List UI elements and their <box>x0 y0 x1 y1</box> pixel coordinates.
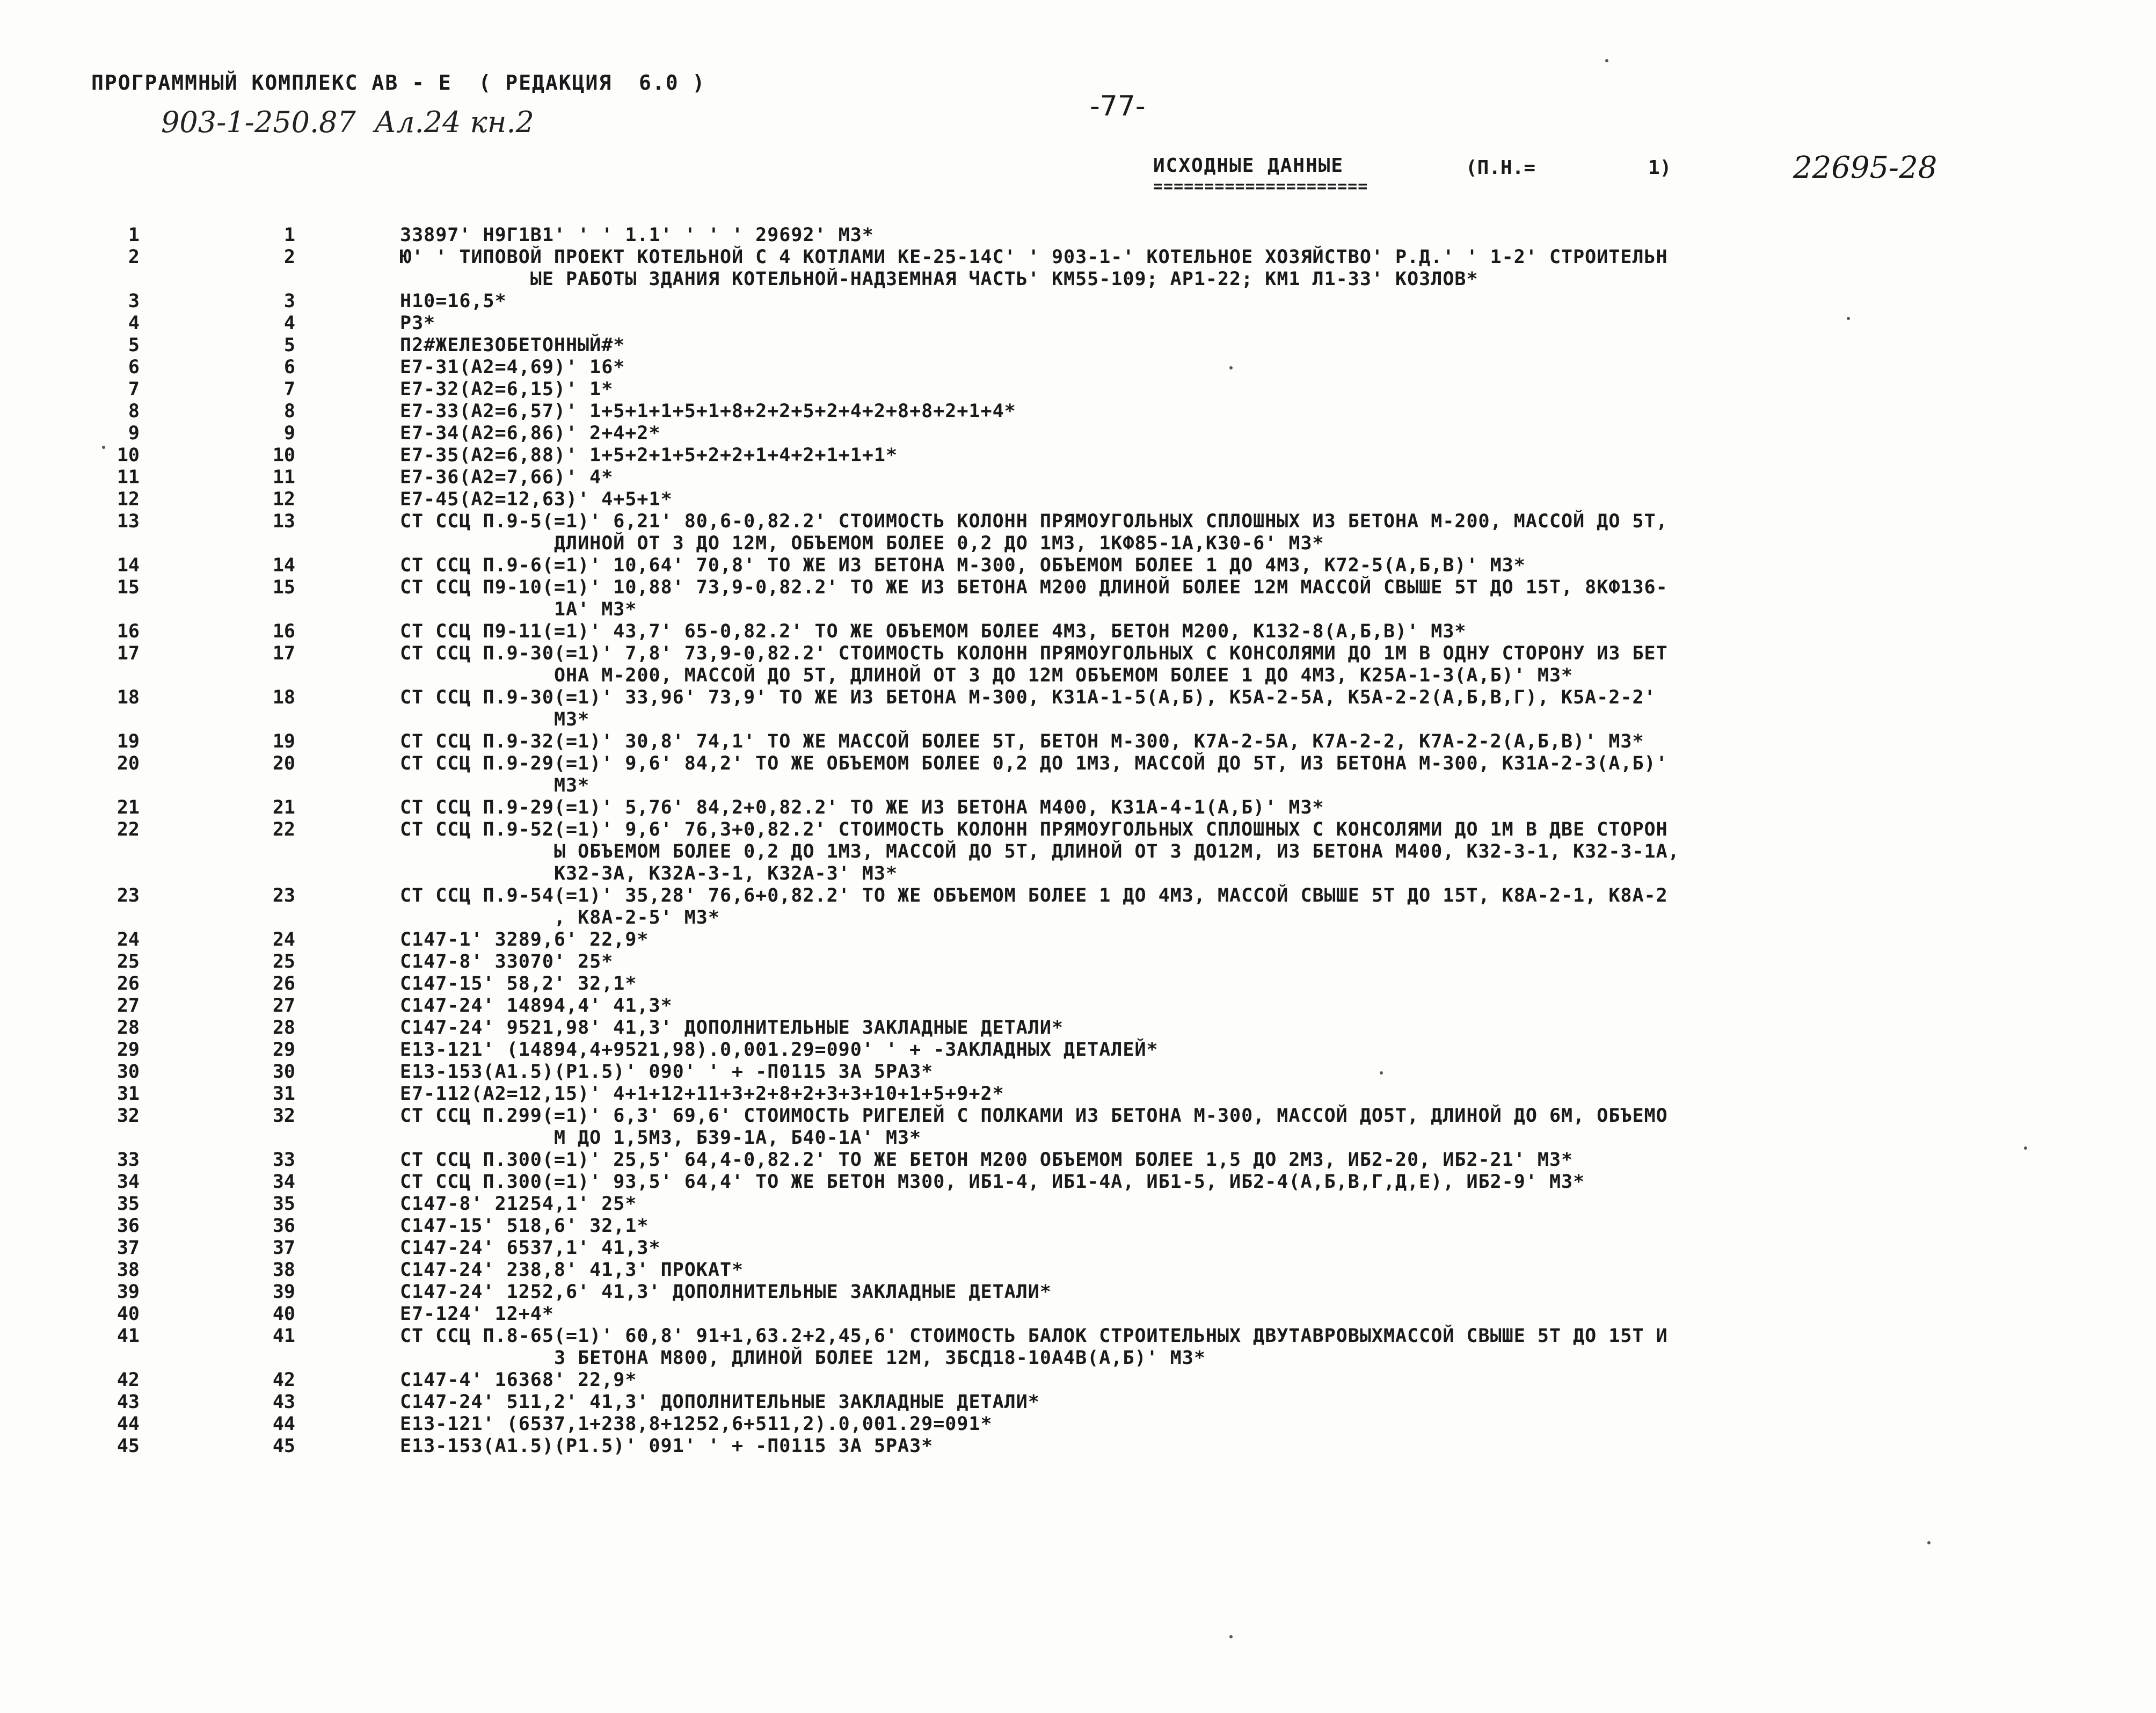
record-number: 43 <box>272 1391 295 1413</box>
listing-row <box>0 1083 2156 1105</box>
listing-row <box>0 335 2156 357</box>
listing-row <box>0 1435 2156 1457</box>
listing-row <box>0 467 2156 489</box>
record-number: 32 <box>272 1105 295 1127</box>
line-number: 43 <box>116 1391 140 1413</box>
record-text: С147-8' 21254,1' 25* <box>400 1193 637 1215</box>
record-number: 18 <box>272 687 295 708</box>
record-number: 31 <box>272 1083 295 1105</box>
line-number: 27 <box>116 995 140 1017</box>
line-number: 5 <box>128 335 140 356</box>
record-text: Е7-32(А2=6,15)' 1* <box>400 379 614 400</box>
record-text: Н10=16,5* <box>400 291 507 312</box>
record-text: 33897' Н9Г1В1' ' ' 1.1' ' ' ' 29692' М3* <box>400 224 874 246</box>
record-text: Е13-121' (6537,1+238,8+1252,6+511,2).0,001.29=091* <box>400 1413 993 1435</box>
line-number: 3 <box>128 291 140 312</box>
listing-row <box>0 1061 2156 1083</box>
listing-row <box>0 246 2156 291</box>
record-number: 17 <box>272 643 295 664</box>
line-number: 18 <box>116 687 140 708</box>
record-text: СТ ССЦ П.9-6(=1)' 10,64' 70,8' ТО ЖЕ ИЗ БЕТОНА М-300, ОБЪЕМОМ БОЛЕЕ 1 ДО 4М3, К72-5(А,Б,В)' М3* <box>400 555 1526 576</box>
record-number: 24 <box>272 929 295 950</box>
listing-row <box>0 511 2156 555</box>
record-text: Е7-124' 12+4* <box>400 1303 554 1325</box>
record-text: Е7-34(А2=6,86)' 2+4+2* <box>400 423 661 444</box>
record-number: 1 <box>283 224 295 246</box>
listing-row <box>0 885 2156 929</box>
record-text: С147-1' 3289,6' 22,9* <box>400 929 649 950</box>
record-text: Е7-45(А2=12,63)' 4+5+1* <box>400 489 673 510</box>
line-number: 39 <box>116 1281 140 1303</box>
record-number: 44 <box>272 1413 295 1435</box>
record-number: 13 <box>272 511 295 532</box>
scan-speck <box>1229 1635 1233 1638</box>
record-text: СТ ССЦ П.300(=1)' 93,5' 64,4' ТО ЖЕ БЕТОН М300, ИБ1-4, ИБ1-4А, ИБ1-5, ИБ2-4(А,Б,В,Г,Д,Е), ИБ2-9' М3* <box>400 1171 1585 1193</box>
record-number: 26 <box>272 973 295 995</box>
record-text: СТ ССЦ П9-11(=1)' 43,7' 65-0,82.2' ТО ЖЕ ОБЪЕМОМ БОЛЕЕ 4М3, БЕТОН М200, К132-8(А,Б,В)' М3* <box>400 621 1467 642</box>
listing-row <box>0 1391 2156 1413</box>
listing-row <box>0 1325 2156 1369</box>
listing-row <box>0 224 2156 246</box>
line-number: 19 <box>116 731 140 752</box>
record-number: 7 <box>283 379 295 400</box>
line-number: 33 <box>116 1149 140 1171</box>
record-number: 35 <box>272 1193 295 1215</box>
line-number: 4 <box>128 313 140 334</box>
record-text: СТ ССЦ П.299(=1)' 6,3' 69,6' СТОИМОСТЬ РИГЕЛЕЙ С ПОЛКАМИ ИЗ БЕТОНА М-300, МАССОЙ ДО5Т, ДЛИНОЙ ДО 6М, ОБЪЕМО М ДО 1,5М3, Б39-1А, Б40-1А' М3* <box>400 1105 1668 1149</box>
program-header: ПРОГРАММНЫЙ КОМПЛЕКС АВ - Е ( РЕДАКЦИЯ 6.0 ) <box>91 71 706 95</box>
record-text: Е7-33(А2=6,57)' 1+5+1+1+5+1+8+2+2+5+2+4+2+8+8+2+1+4* <box>400 401 1016 422</box>
listing-row <box>0 1193 2156 1215</box>
handwritten-project-note: 903-1-250.87 Ал.24 кн.2 <box>161 105 534 139</box>
line-number: 42 <box>116 1369 140 1391</box>
record-text: П2#ЖЕЛЕЗОБЕТОННЫЙ#* <box>400 335 625 356</box>
record-number: 41 <box>272 1325 295 1347</box>
line-number: 17 <box>116 643 140 664</box>
scan-speck <box>102 446 105 449</box>
record-number: 29 <box>272 1039 295 1061</box>
record-number: 19 <box>272 731 295 752</box>
record-number: 14 <box>272 555 295 576</box>
record-text: С147-8' 33070' 25* <box>400 951 614 972</box>
listing-row <box>0 1237 2156 1259</box>
line-number: 10 <box>116 445 140 466</box>
record-text: СТ ССЦ П.9-54(=1)' 35,28' 76,6+0,82.2' ТО ЖЕ ОБЪЕМОМ БОЛЕЕ 1 ДО 4М3, МАССОЙ СВЫШЕ 5Т ДО 15Т, К8А-2-1, К8А-2 , К8А-2-5' М3* <box>400 885 1668 928</box>
line-number: 36 <box>116 1215 140 1237</box>
record-text: Е13-121' (14894,4+9521,98).0,001.29=090' ' + -ЗАКЛАДНЫХ ДЕТАЛЕЙ* <box>400 1039 1159 1061</box>
listing-row <box>0 401 2156 423</box>
line-number: 6 <box>128 357 140 378</box>
line-number: 23 <box>116 885 140 906</box>
listing-row <box>0 445 2156 467</box>
record-text: СТ ССЦ П.9-52(=1)' 9,6' 76,3+0,82.2' СТОИМОСТЬ КОЛОНН ПРЯМОУГОЛЬНЫХ СПЛОШНЫХ С КОНСОЛЯМИ ДО 1М В ДВЕ СТОРОН Ы ОБЪЕМОМ БОЛЕЕ 0,2 ДО 1М3, МАССОЙ ДО 5Т, ДЛИНОЙ ОТ 3 ДО12М, ИЗ БЕТОНА М400, К32-3-1, К32-3-1А, К32-3А, К32А-3-1, К32А-3' М3* <box>400 819 1680 884</box>
line-number: 45 <box>116 1435 140 1457</box>
listing-row <box>0 1281 2156 1303</box>
line-number: 2 <box>128 246 140 268</box>
record-number: 9 <box>283 423 295 444</box>
record-text: СТ ССЦ П.9-29(=1)' 9,6' 84,2' ТО ЖЕ ОБЪЕМОМ БОЛЕЕ 0,2 ДО 1М3, МАССОЙ ДО 5Т, ИЗ БЕТОНА М-300, К31А-2-3(А,Б)' М3* <box>400 753 1668 796</box>
record-text: Е7-31(А2=4,69)' 16* <box>400 357 625 378</box>
line-number: 40 <box>116 1303 140 1325</box>
line-number: 31 <box>116 1083 140 1105</box>
line-number: 37 <box>116 1237 140 1259</box>
record-text: С147-24' 511,2' 41,3' ДОПОЛНИТЕЛЬНЫЕ ЗАКЛАДНЫЕ ДЕТАЛИ* <box>400 1391 1040 1413</box>
document-title: ИСХОДНЫЕ ДАННЫЕ <box>1153 155 1344 177</box>
listing-row <box>0 1259 2156 1281</box>
line-number: 14 <box>116 555 140 576</box>
record-text: Е7-36(А2=7,66)' 4* <box>400 467 614 488</box>
title-underline: ===================== <box>1153 177 1368 196</box>
record-number: 4 <box>283 313 295 334</box>
listing-row <box>0 379 2156 401</box>
record-number: 27 <box>272 995 295 1017</box>
pn-value: 1) <box>1648 157 1672 179</box>
record-text: Е13-153(А1.5)(Р1.5)' 091' ' + -П0115 ЗА 5РАЗ* <box>400 1435 934 1457</box>
listing-row <box>0 577 2156 621</box>
line-number: 16 <box>116 621 140 642</box>
listing-row <box>0 1303 2156 1325</box>
scan-speck <box>1380 1071 1383 1075</box>
scan-speck <box>2024 1146 2027 1150</box>
listing-row <box>0 819 2156 885</box>
scan-speck <box>1605 59 1608 62</box>
record-number: 33 <box>272 1149 295 1171</box>
record-text: С147-24' 9521,98' 41,3' ДОПОЛНИТЕЛЬНЫЕ ЗАКЛАДНЫЕ ДЕТАЛИ* <box>400 1017 1064 1039</box>
record-number: 45 <box>272 1435 295 1457</box>
record-number: 16 <box>272 621 295 642</box>
listing-row <box>0 995 2156 1017</box>
line-number: 9 <box>128 423 140 444</box>
line-number: 20 <box>116 753 140 774</box>
listing-row <box>0 1017 2156 1039</box>
listing-row <box>0 973 2156 995</box>
listing-row <box>0 951 2156 973</box>
record-number: 10 <box>272 445 295 466</box>
record-number: 28 <box>272 1017 295 1039</box>
record-number: 15 <box>272 577 295 598</box>
listing-row <box>0 797 2156 819</box>
listing-row <box>0 753 2156 797</box>
record-number: 12 <box>272 489 295 510</box>
listing-row <box>0 489 2156 511</box>
record-text: СТ ССЦ П.8-65(=1)' 60,8' 91+1,63.2+2,45,6' СТОИМОСТЬ БАЛОК СТРОИТЕЛЬНЫХ ДВУТАВРОВЫХМАССОЙ СВЫШЕ 5Т ДО 15Т И 3 БЕТОНА М800, ДЛИНОЙ БОЛЕЕ 12М, 3БСД18-10А4В(А,Б)' М3* <box>400 1325 1668 1369</box>
listing-row <box>0 357 2156 379</box>
record-number: 23 <box>272 885 295 906</box>
line-number: 29 <box>116 1039 140 1061</box>
line-number: 41 <box>116 1325 140 1347</box>
listing-row <box>0 1149 2156 1171</box>
listing-row <box>0 1105 2156 1149</box>
line-number: 8 <box>128 401 140 422</box>
line-number: 13 <box>116 511 140 532</box>
listing-row <box>0 313 2156 335</box>
line-number: 21 <box>116 797 140 818</box>
page-number: -77- <box>1090 90 1146 122</box>
record-number: 34 <box>272 1171 295 1193</box>
line-number: 7 <box>128 379 140 400</box>
record-number: 37 <box>272 1237 295 1259</box>
listing-row <box>0 1369 2156 1391</box>
line-number: 28 <box>116 1017 140 1039</box>
record-text: СТ ССЦ П.300(=1)' 25,5' 64,4-0,82.2' ТО ЖЕ БЕТОН М200 ОБЪЕМОМ БОЛЕЕ 1,5 ДО 2М3, ИБ2-20, ИБ2-21' М3* <box>400 1149 1574 1171</box>
line-number: 11 <box>116 467 140 488</box>
record-number: 8 <box>283 401 295 422</box>
record-text: СТ ССЦ П.9-29(=1)' 5,76' 84,2+0,82.2' ТО ЖЕ ИЗ БЕТОНА М400, К31А-4-1(А,Б)' М3* <box>400 797 1324 818</box>
record-text: С147-15' 518,6' 32,1* <box>400 1215 649 1237</box>
document-code: 22695-28 <box>1793 150 1938 185</box>
record-number: 5 <box>283 335 295 356</box>
record-text: Ю' ' ТИПОВОЙ ПРОЕКТ КОТЕЛЬНОЙ С 4 КОТЛАМИ КЕ-25-14С' ' 903-1-' КОТЕЛЬНОЕ ХОЗЯЙСТВО' Р.Д.' ' 1-2' СТРОИТЕЛЬН ЫЕ РАБОТЫ ЗДАНИЯ КОТЕЛЬНОЙ-НАДЗЕМНАЯ ЧАСТЬ' КМ55-109; АР1-22; КМ1 Л1-33' КОЗЛОВ* <box>400 246 1668 290</box>
listing-row <box>0 423 2156 445</box>
line-number: 35 <box>116 1193 140 1215</box>
record-text: С147-24' 14894,4' 41,3* <box>400 995 673 1017</box>
line-number: 38 <box>116 1259 140 1281</box>
line-number: 25 <box>116 951 140 972</box>
record-text: СТ ССЦ П.9-32(=1)' 30,8' 74,1' ТО ЖЕ МАССОЙ БОЛЕЕ 5Т, БЕТОН М-300, К7А-2-5А, К7А-2-2, К7А-2-2(А,Б,В)' М3* <box>400 731 1644 752</box>
record-number: 38 <box>272 1259 295 1281</box>
scan-speck <box>1847 317 1850 320</box>
record-number: 2 <box>283 246 295 268</box>
line-number: 24 <box>116 929 140 950</box>
record-number: 42 <box>272 1369 295 1391</box>
record-number: 40 <box>272 1303 295 1325</box>
record-number: 6 <box>283 357 295 378</box>
listing-row <box>0 731 2156 753</box>
record-number: 20 <box>272 753 295 774</box>
record-text: СТ ССЦ П.9-30(=1)' 33,96' 73,9' ТО ЖЕ ИЗ БЕТОНА М-300, К31А-1-5(А,Б), К5А-2-5А, К5А-2-2(А,Б,В,Г), К5А-2-2' М3* <box>400 687 1656 730</box>
line-number: 22 <box>116 819 140 840</box>
listing-row <box>0 643 2156 687</box>
record-number: 39 <box>272 1281 295 1303</box>
line-number: 34 <box>116 1171 140 1193</box>
listing-row <box>0 555 2156 577</box>
line-number: 32 <box>116 1105 140 1127</box>
record-text: С147-24' 1252,6' 41,3' ДОПОЛНИТЕЛЬНЫЕ ЗАКЛАДНЫЕ ДЕТАЛИ* <box>400 1281 1052 1303</box>
record-number: 30 <box>272 1061 295 1083</box>
listing-row <box>0 687 2156 731</box>
record-number: 36 <box>272 1215 295 1237</box>
record-number: 3 <box>283 291 295 312</box>
listing-row <box>0 1171 2156 1193</box>
listing-row <box>0 1039 2156 1061</box>
record-text: Р3* <box>400 313 436 334</box>
record-text: Е13-153(А1.5)(Р1.5)' 090' ' + -П0115 ЗА 5РАЗ* <box>400 1061 934 1083</box>
scan-speck <box>1927 1541 1931 1544</box>
pn-label: (П.Н.= <box>1466 157 1536 179</box>
line-number: 26 <box>116 973 140 995</box>
record-number: 22 <box>272 819 295 840</box>
scan-speck <box>1229 366 1233 369</box>
line-number: 30 <box>116 1061 140 1083</box>
record-text: С147-4' 16368' 22,9* <box>400 1369 637 1391</box>
record-text: Е7-112(А2=12,15)' 4+1+12+11+3+2+8+2+3+3+10+1+5+9+2* <box>400 1083 1004 1105</box>
record-text: С147-24' 6537,1' 41,3* <box>400 1237 661 1259</box>
record-number: 25 <box>272 951 295 972</box>
line-number: 44 <box>116 1413 140 1435</box>
listing-row <box>0 1215 2156 1237</box>
listing-row <box>0 621 2156 643</box>
listing-row <box>0 291 2156 313</box>
data-listing <box>0 224 2156 1457</box>
listing-row <box>0 1413 2156 1435</box>
line-number: 15 <box>116 577 140 598</box>
line-number: 1 <box>128 224 140 246</box>
record-text: СТ ССЦ П.9-30(=1)' 7,8' 73,9-0,82.2' СТОИМОСТЬ КОЛОНН ПРЯМОУГОЛЬНЫХ С КОНСОЛЯМИ ДО 1М В ОДНУ СТОРОНУ ИЗ БЕТ ОНА М-200, МАССОЙ ДО 5Т, ДЛИНОЙ ОТ 3 ДО 12М ОБЪЕМОМ БОЛЕЕ 1 ДО 4М3, К25А-1-3(А,Б)' М3* <box>400 643 1668 686</box>
record-text: Е7-35(А2=6,88)' 1+5+2+1+5+2+2+1+4+2+1+1+1* <box>400 445 898 466</box>
record-text: С147-15' 58,2' 32,1* <box>400 973 637 995</box>
record-text: СТ ССЦ П9-10(=1)' 10,88' 73,9-0,82.2' ТО ЖЕ ИЗ БЕТОНА М200 ДЛИНОЙ БОЛЕЕ 12М МАССОЙ СВЫШЕ 5Т ДО 15Т, 8КФ136- 1А' М3* <box>400 577 1668 620</box>
record-text: С147-24' 238,8' 41,3' ПРОКАТ* <box>400 1259 744 1281</box>
record-text: СТ ССЦ П.9-5(=1)' 6,21' 80,6-0,82.2' СТОИМОСТЬ КОЛОНН ПРЯМОУГОЛЬНЫХ СПЛОШНЫХ ИЗ БЕТОНА М-200, МАССОЙ ДО 5Т, ДЛИНОЙ ОТ 3 ДО 12М, ОБЪЕМОМ БОЛЕЕ 0,2 ДО 1М3, 1КФ85-1А,К30-6' М3* <box>400 511 1668 554</box>
listing-row <box>0 929 2156 951</box>
record-number: 11 <box>272 467 295 488</box>
record-number: 21 <box>272 797 295 818</box>
line-number: 12 <box>116 489 140 510</box>
